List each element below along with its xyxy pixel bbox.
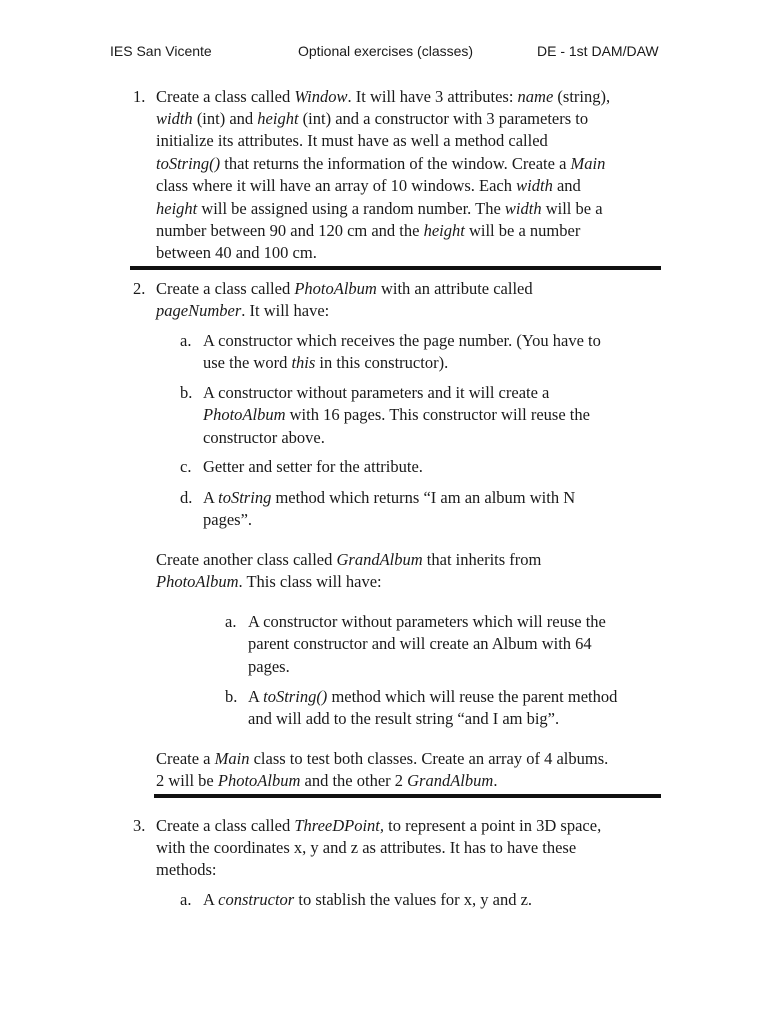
text-line: constructor above. (203, 428, 325, 447)
item-label: a. (180, 890, 192, 909)
text-line: A constructor without parameters which will reuse the (248, 612, 606, 631)
item-label: a. (225, 612, 237, 631)
text-line: Create a Main class to test both classes. Create an array of 4 albums. (156, 749, 609, 768)
text-line: Create a class called Window. It will have 3 attributes: name (string), (156, 87, 611, 106)
text-line: Create another class called GrandAlbum that inherits from (156, 550, 542, 569)
header-center: Optional exercises (classes) (298, 43, 474, 59)
text-line: pages. (248, 657, 290, 676)
text-line: height will be assigned using a random number. The width will be a (156, 199, 603, 218)
header-right: DE - 1st DAM/DAW (537, 43, 659, 59)
text-line: between 40 and 100 cm. (156, 243, 317, 262)
text-line: 2 will be PhotoAlbum and the other 2 GrandAlbum. (156, 771, 498, 790)
item-label: b. (180, 383, 193, 402)
text-line: and will add to the result string “and I am big”. (248, 709, 560, 728)
text-line: use the word this in this constructor). (203, 353, 449, 372)
text-line: PhotoAlbum with 16 pages. This constructor will reuse the (203, 405, 590, 424)
text-line: A toString method which returns “I am an album with N (203, 488, 576, 507)
text-line: A constructor which receives the page number. (You have to (203, 331, 601, 350)
text-line: pageNumber. It will have: (156, 301, 330, 320)
exercise-number: 2. (133, 279, 146, 298)
text-line: parent constructor and will create an Album with 64 (248, 634, 592, 653)
item-label: a. (180, 331, 192, 350)
text-line: number between 90 and 120 cm and the height will be a number (156, 221, 581, 240)
header-left: IES San Vicente (110, 43, 212, 59)
text-line: Create a class called ThreeDPoint, to represent a point in 3D space, (156, 816, 602, 835)
item-label: b. (225, 687, 238, 706)
text-line: toString() that returns the information of the window. Create a Main (156, 154, 606, 173)
section-divider (130, 266, 661, 270)
text-line: with the coordinates x, y and z as attributes. It has to have these (156, 838, 577, 857)
text-line: methods: (156, 860, 217, 879)
text-line: pages”. (203, 510, 253, 529)
exercise-number: 1. (133, 87, 146, 106)
exercise-number: 3. (133, 816, 146, 835)
text-line: Create a class called PhotoAlbum with an attribute called (156, 279, 533, 298)
text-line: A constructor without parameters and it will create a (203, 383, 550, 402)
text-line: A toString() method which will reuse the parent method (248, 687, 618, 706)
text-line: A constructor to stablish the values for x, y and z. (203, 890, 533, 909)
text-line: class where it will have an array of 10 windows. Each width and (156, 176, 581, 195)
text-line: initialize its attributes. It must have as well a method called (156, 131, 548, 150)
section-divider (154, 794, 661, 798)
item-label: c. (180, 457, 192, 476)
text-line: Getter and setter for the attribute. (203, 457, 423, 476)
text-line: width (int) and height (int) and a constructor with 3 parameters to (156, 109, 589, 128)
item-label: d. (180, 488, 193, 507)
text-line: PhotoAlbum. This class will have: (156, 572, 382, 591)
